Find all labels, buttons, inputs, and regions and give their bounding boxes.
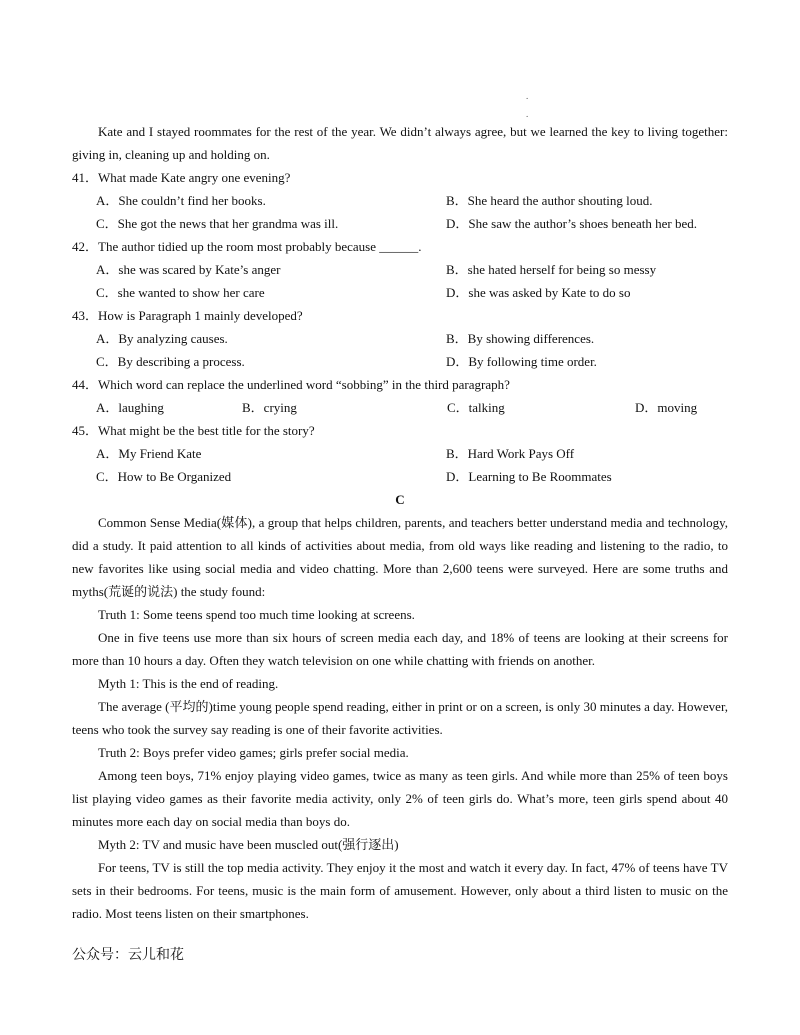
option-c: C．talking (447, 400, 505, 415)
option-c: C．she wanted to show her care (96, 285, 265, 300)
truth-1-heading: Truth 1: Some teens spend too much time looking at screens. (98, 607, 415, 622)
question-43 (72, 304, 728, 373)
option-d: D．She saw the author’s shoes beneath her bed. (446, 216, 698, 231)
option-c: C．By describing a process. (96, 354, 245, 369)
question-stem: 45．What might be the best title for the story? (72, 423, 315, 438)
option-grid (72, 327, 728, 373)
question-stem: 43．How is Paragraph 1 mainly developed? (72, 308, 303, 323)
intro-paragraph: Kate and I stayed roommates for the rest of the year. We didn’t always agree, but we learned the key to living together: giving in, cleaning up and holding on. (72, 124, 728, 162)
myth-2-heading: Myth 2: TV and music have been muscled out(强行逐出) (98, 837, 399, 852)
option-d: D．she was asked by Kate to do so (446, 285, 631, 300)
option-grid (72, 189, 728, 235)
myth-1-heading: Myth 1: This is the end of reading. (98, 676, 279, 691)
option-c: C．She got the news that her grandma was ill. (96, 216, 339, 231)
option-b: B．Hard Work Pays Off (446, 446, 575, 461)
option-a: A．she was scared by Kate’s anger (96, 262, 281, 277)
option-c: C．How to Be Organized (96, 469, 232, 484)
question-44 (72, 373, 728, 419)
option-a: A．She couldn’t find her books. (96, 193, 266, 208)
question-45 (72, 419, 728, 488)
option-d: D．By following time order. (446, 354, 597, 369)
truth-2-heading: Truth 2: Boys prefer video games; girls prefer social media. (98, 745, 409, 760)
option-grid (72, 442, 728, 488)
option-row (72, 396, 728, 419)
footer-watermark: 公众号：云儿和花 (72, 947, 184, 963)
question-41 (72, 166, 728, 235)
option-a: A．My Friend Kate (96, 446, 202, 461)
question-stem: 41．What made Kate angry one evening? (72, 170, 291, 185)
question-stem: 44．Which word can replace the underlined word “sobbing” in the third paragraph? (72, 377, 510, 392)
document-page (72, 120, 728, 925)
passage-paragraph: One in five teens use more than six hours of screen media each day, and 18% of teens are looking at their screens for more than 10 hours a day. Often they watch television on one while chatting with friends on another. (72, 630, 728, 668)
option-a: A．laughing (96, 400, 164, 415)
passage-paragraph: The average (平均的)time young people spend reading, either in print or on a screen, is only 30 minutes a day. However, teens who took the survey say reading is one of their favorite activities. (72, 699, 728, 737)
passage-c (72, 511, 728, 925)
option-b: B．By showing differences. (446, 331, 595, 346)
question-42 (72, 235, 728, 304)
option-b: B．crying (242, 400, 297, 415)
option-grid (72, 258, 728, 304)
option-a: A．By analyzing causes. (96, 331, 228, 346)
question-stem: 42．The author tidied up the room most probably because ______. (72, 239, 422, 254)
option-d: D．moving (635, 400, 698, 415)
option-b: B．She heard the author shouting loud. (446, 193, 653, 208)
passage-paragraph: Among teen boys, 71% enjoy playing video games, twice as many as teen girls. And while more than 25% of teen boys list playing video games as their favorite media activity, only 2% of teen girls do. What’s more, teen girls spend about 40 minutes more each day on social media than boys do. (72, 768, 728, 829)
section-heading: C (395, 492, 405, 507)
scan-marks: . . (526, 91, 529, 119)
option-d: D．Learning to Be Roommates (446, 469, 612, 484)
passage-paragraph: For teens, TV is still the top media activity. They enjoy it the most and watch it every day. In fact, 47% of teens have TV sets in their bedrooms. For teens, music is the main form of amusement. However, only about a third listen to music on the radio. Most teens listen on their smartphones. (72, 860, 728, 921)
passage-paragraph: Common Sense Media(媒体), a group that helps children, parents, and teachers better understand media and technology, did a study. It paid attention to all kinds of activities about media, from old ways like reading and listening to the radio, to new favorites like using social media and video chatting. More than 2,600 teens were surveyed. Here are some truths and myths(荒诞的说法) the study found: (72, 515, 728, 599)
option-b: B．she hated herself for being so messy (446, 262, 657, 277)
